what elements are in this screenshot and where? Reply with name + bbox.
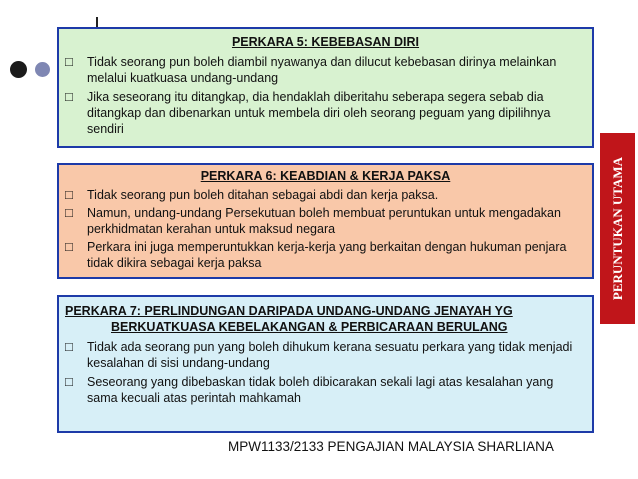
list-item: □ Tidak seorang pun boleh ditahan sebagai abdi dan kerja paksa. <box>65 187 439 202</box>
decorative-dot-blue <box>35 62 50 77</box>
list-item: □ Perkara ini juga memperuntukkan kerja-kerja yang berkaitan dengan hukuman penjara tidak dikira sebagai kerja paksa <box>65 239 567 270</box>
section-title: PERKARA 5: KEBEBASAN DIRI <box>231 35 420 49</box>
bullet-icon: □ <box>65 187 73 202</box>
section-title-line2: BERKUATKUASA KEBELAKANGAN & PERBICARAAN BERULANG <box>111 320 508 334</box>
bullet-icon: □ <box>65 205 73 220</box>
section-perkara-7 <box>57 295 594 433</box>
list-item: □ Namun, undang-undang Persekutuan boleh membuat peruntukan untuk mengadakan perkhidmatan kerahan untuk maksud negara <box>65 205 561 236</box>
list-item: □ Tidak seorang pun boleh diambil nyawanya dan dilucut kebebasan dirinya melainkan melalui kuatkuasa undang-undang <box>65 54 557 85</box>
bullet-icon: □ <box>65 239 73 254</box>
bullet-icon: □ <box>65 89 73 104</box>
bullet-icon: □ <box>65 339 73 354</box>
list-item: □ Jika seseorang itu ditangkap, dia hendaklah diberitahu seberapa segera sebab dia ditangkap dan dibenarkan untuk membela diri oleh seorang peguam yang dipilihnya sendiri <box>65 89 551 136</box>
side-label-banner <box>600 133 635 324</box>
bullet-icon: □ <box>65 54 73 69</box>
list-item: □ Seseorang yang dibebaskan tidak boleh dibicarakan sekali lagi atas kesalahan yang sama kecuali atas perintah mahkamah <box>65 374 554 405</box>
bullet-icon: □ <box>65 374 73 389</box>
footer-text: MPW1133/2133 PENGAJIAN MALAYSIA SHARLIANA <box>228 439 554 454</box>
section-perkara-5 <box>57 27 594 148</box>
list-item: □ Tidak ada seorang pun yang boleh dihukum kerana sesuatu perkara yang tidak menjadi kesalahan di sisi undang-undang <box>65 339 573 370</box>
decorative-dot-dark <box>10 61 27 78</box>
section-title <box>59 297 592 335</box>
side-label: PERUNTUKAN UTAMA <box>609 156 625 301</box>
section-perkara-6 <box>57 163 594 279</box>
section-title: PERKARA 6: KEABDIAN & KERJA PAKSA <box>200 169 451 183</box>
section-title-line1: PERKARA 7: PERLINDUNGAN DARIPADA UNDANG-UNDANG JENAYAH YG <box>65 304 513 318</box>
decorative-tick <box>96 17 98 27</box>
